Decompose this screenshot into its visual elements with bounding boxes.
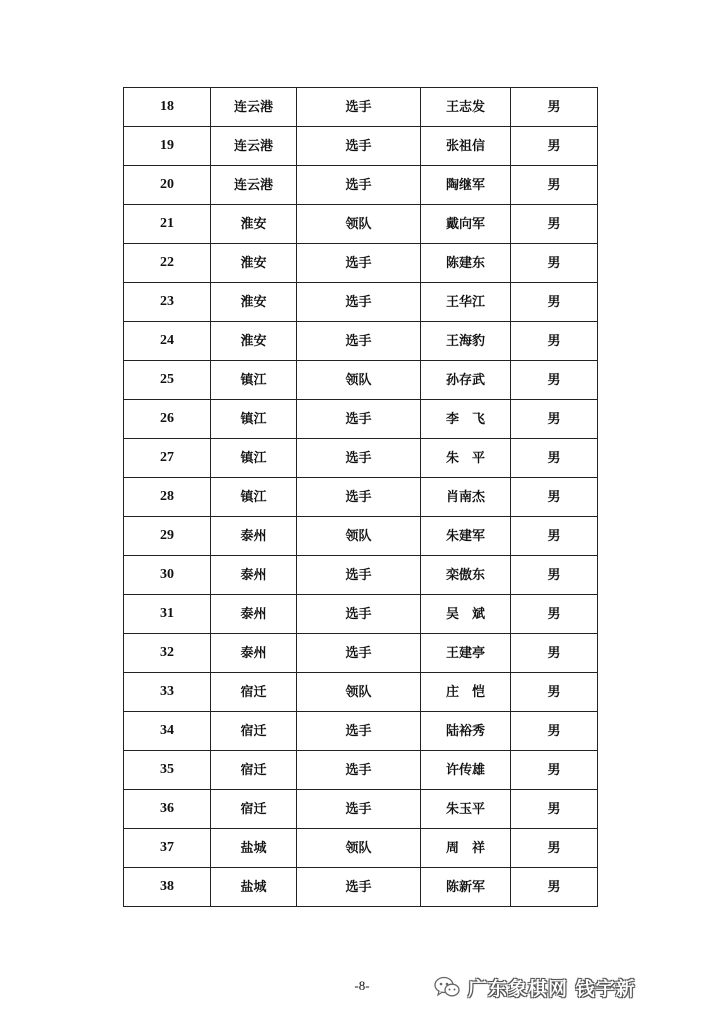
- cell-role: 选手: [297, 634, 421, 673]
- cell-city: 淮安: [211, 322, 297, 361]
- cell-number: 26: [124, 400, 211, 439]
- wechat-icon: [434, 976, 460, 998]
- cell-name: 张祖信: [421, 127, 511, 166]
- cell-role: 选手: [297, 868, 421, 907]
- cell-gender: 男: [511, 166, 598, 205]
- table-row: [124, 127, 598, 166]
- cell-name: 王华江: [421, 283, 511, 322]
- cell-city: 镇江: [211, 400, 297, 439]
- cell-city: 泰州: [211, 517, 297, 556]
- cell-name: 栾傲东: [421, 556, 511, 595]
- cell-city: 连云港: [211, 166, 297, 205]
- cell-name: 王建亭: [421, 634, 511, 673]
- cell-role: 领队: [297, 517, 421, 556]
- cell-gender: 男: [511, 478, 598, 517]
- cell-gender: 男: [511, 712, 598, 751]
- cell-city: 镇江: [211, 439, 297, 478]
- cell-city: 盐城: [211, 868, 297, 907]
- cell-role: 选手: [297, 595, 421, 634]
- cell-gender: 男: [511, 790, 598, 829]
- cell-role: 领队: [297, 829, 421, 868]
- cell-name: 戴向军: [421, 205, 511, 244]
- cell-role: 选手: [297, 712, 421, 751]
- cell-city: 连云港: [211, 88, 297, 127]
- cell-gender: 男: [511, 205, 598, 244]
- cell-gender: 男: [511, 400, 598, 439]
- cell-name: 许传雄: [421, 751, 511, 790]
- cell-role: 领队: [297, 361, 421, 400]
- cell-city: 宿迁: [211, 751, 297, 790]
- table-row: [124, 673, 598, 712]
- cell-number: 30: [124, 556, 211, 595]
- cell-city: 淮安: [211, 283, 297, 322]
- cell-city: 泰州: [211, 556, 297, 595]
- table-row: [124, 88, 598, 127]
- cell-number: 36: [124, 790, 211, 829]
- cell-role: 选手: [297, 322, 421, 361]
- cell-role: 选手: [297, 790, 421, 829]
- cell-city: 宿迁: [211, 673, 297, 712]
- cell-number: 23: [124, 283, 211, 322]
- table-row: [124, 517, 598, 556]
- cell-city: 泰州: [211, 634, 297, 673]
- cell-number: 21: [124, 205, 211, 244]
- cell-role: 选手: [297, 751, 421, 790]
- cell-name: 吴 斌: [421, 595, 511, 634]
- table-row: [124, 400, 598, 439]
- cell-number: 31: [124, 595, 211, 634]
- cell-name: 朱建军: [421, 517, 511, 556]
- cell-name: 朱玉平: [421, 790, 511, 829]
- cell-role: 领队: [297, 205, 421, 244]
- cell-number: 24: [124, 322, 211, 361]
- cell-gender: 男: [511, 556, 598, 595]
- cell-gender: 男: [511, 673, 598, 712]
- cell-number: 29: [124, 517, 211, 556]
- table-row: [124, 361, 598, 400]
- cell-name: 孙存武: [421, 361, 511, 400]
- table-row: [124, 166, 598, 205]
- cell-name: 陈新军: [421, 868, 511, 907]
- table-row: [124, 712, 598, 751]
- cell-gender: 男: [511, 829, 598, 868]
- cell-number: 20: [124, 166, 211, 205]
- cell-role: 选手: [297, 556, 421, 595]
- table-row: [124, 868, 598, 907]
- cell-gender: 男: [511, 595, 598, 634]
- cell-gender: 男: [511, 361, 598, 400]
- table-row: [124, 244, 598, 283]
- cell-name: 王海豹: [421, 322, 511, 361]
- cell-role: 选手: [297, 244, 421, 283]
- cell-name: 陆裕秀: [421, 712, 511, 751]
- cell-number: 38: [124, 868, 211, 907]
- table-row: [124, 829, 598, 868]
- cell-name: 陶继军: [421, 166, 511, 205]
- cell-number: 35: [124, 751, 211, 790]
- page-number: -8-: [354, 978, 370, 993]
- cell-gender: 男: [511, 127, 598, 166]
- cell-number: 37: [124, 829, 211, 868]
- cell-gender: 男: [511, 283, 598, 322]
- cell-gender: 男: [511, 634, 598, 673]
- cell-number: 25: [124, 361, 211, 400]
- cell-gender: 男: [511, 244, 598, 283]
- cell-number: 19: [124, 127, 211, 166]
- cell-name: 陈建东: [421, 244, 511, 283]
- watermark-text: 广东象棋网 钱宇新: [468, 977, 636, 1000]
- table-row: [124, 322, 598, 361]
- cell-city: 淮安: [211, 244, 297, 283]
- cell-role: 选手: [297, 127, 421, 166]
- cell-role: 领队: [297, 673, 421, 712]
- table-row: [124, 439, 598, 478]
- table-row: [124, 283, 598, 322]
- cell-city: 宿迁: [211, 790, 297, 829]
- cell-city: 连云港: [211, 127, 297, 166]
- cell-gender: 男: [511, 751, 598, 790]
- cell-city: 淮安: [211, 205, 297, 244]
- cell-number: 34: [124, 712, 211, 751]
- cell-role: 选手: [297, 439, 421, 478]
- cell-number: 18: [124, 88, 211, 127]
- table-row: [124, 595, 598, 634]
- cell-gender: 男: [511, 517, 598, 556]
- table-row: [124, 751, 598, 790]
- cell-gender: 男: [511, 439, 598, 478]
- cell-name: 李 飞: [421, 400, 511, 439]
- cell-number: 28: [124, 478, 211, 517]
- cell-city: 盐城: [211, 829, 297, 868]
- cell-gender: 男: [511, 322, 598, 361]
- cell-name: 庄 恺: [421, 673, 511, 712]
- watermark: [434, 970, 636, 1004]
- cell-city: 泰州: [211, 595, 297, 634]
- cell-name: 王志发: [421, 88, 511, 127]
- cell-number: 32: [124, 634, 211, 673]
- cell-number: 22: [124, 244, 211, 283]
- table-row: [124, 556, 598, 595]
- cell-city: 宿迁: [211, 712, 297, 751]
- cell-number: 27: [124, 439, 211, 478]
- cell-name: 周 祥: [421, 829, 511, 868]
- cell-city: 镇江: [211, 478, 297, 517]
- cell-name: 肖南杰: [421, 478, 511, 517]
- table-row: [124, 634, 598, 673]
- table-row: [124, 205, 598, 244]
- cell-gender: 男: [511, 88, 598, 127]
- cell-role: 选手: [297, 283, 421, 322]
- cell-number: 33: [124, 673, 211, 712]
- table-row: [124, 478, 598, 517]
- table-row: [124, 790, 598, 829]
- cell-gender: 男: [511, 868, 598, 907]
- roster-body: [124, 88, 598, 907]
- cell-role: 选手: [297, 166, 421, 205]
- cell-name: 朱 平: [421, 439, 511, 478]
- cell-role: 选手: [297, 88, 421, 127]
- cell-role: 选手: [297, 400, 421, 439]
- cell-city: 镇江: [211, 361, 297, 400]
- cell-role: 选手: [297, 478, 421, 517]
- roster-table: [123, 87, 598, 907]
